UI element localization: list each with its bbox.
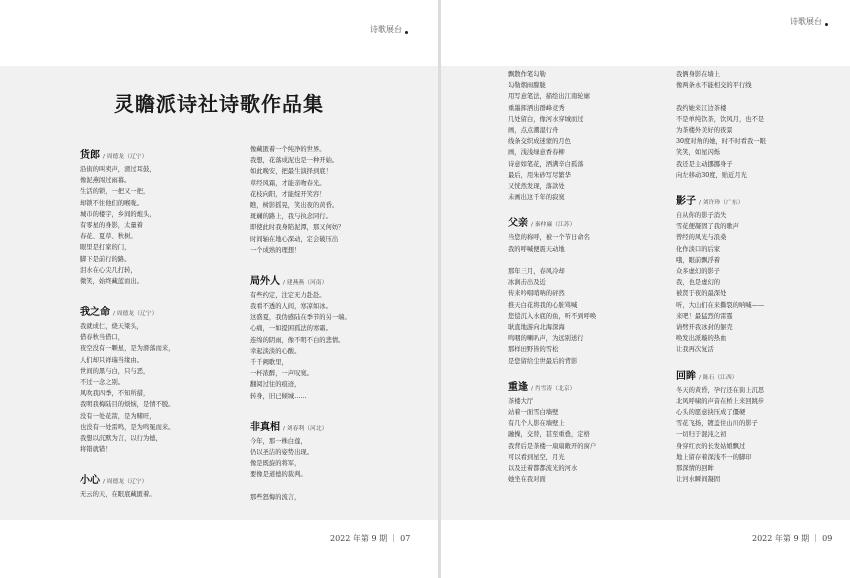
- poem-heading: [250, 272, 408, 286]
- poem-line: 像泥燕闯过雨幕。: [80, 177, 131, 185]
- poem-line: 被贤于夜的最深处: [676, 290, 727, 298]
- poem-line: 耿直地游向北海深海: [508, 323, 565, 331]
- poem-line: 自从你的影子消失: [676, 212, 727, 220]
- poem-title: 影子: [676, 196, 696, 208]
- poem-line: 我想，花落成泥也是一种开始。: [250, 157, 339, 165]
- poem-line: 千千阙歌里，: [250, 359, 288, 366]
- left-footer: 2022 年第 9 期 ｜ 07: [330, 534, 411, 543]
- poem-line: 雪花便凝固了我的歌声: [676, 223, 739, 231]
- poem-line: 幸起淡淡的心酸。: [250, 347, 301, 355]
- poem-line: 诗意如笔花，洒满辛白孤落: [508, 160, 584, 168]
- poem-line: 翻阅过往的痕迹，: [250, 381, 301, 389]
- spacer: [508, 367, 666, 378]
- poem-line: 北风呼啸的声音在桥上来回跳步: [676, 397, 765, 405]
- poem-line: 人们却只祥瑞当缘由。: [80, 356, 143, 364]
- poem-body: [80, 489, 238, 500]
- poem-line: 来吧！最猛烈的雷霆: [676, 312, 733, 320]
- poem-line: [676, 91, 834, 102]
- poem-heading: [508, 378, 666, 392]
- poem-line: 是您留给尘世最后的背影: [508, 357, 578, 365]
- page-title: 灵瞻派诗社诗歌作品集: [114, 92, 324, 116]
- poem-line: 泪水在心尖几打转，: [80, 266, 137, 274]
- spacer: [676, 181, 834, 192]
- poem-line: 勾勒烟雨朦胧: [508, 82, 546, 90]
- left-running-head-text: 诗歌展台: [370, 25, 402, 34]
- poem-line: 鸣咽的喇叭声，为远别送行: [508, 335, 584, 343]
- poem-heading: [676, 192, 834, 206]
- poem-heading: [508, 214, 666, 228]
- poem-line: 那样田野皆的雪松: [508, 346, 559, 354]
- poem-line: 仍以圣洁的姿势出现。: [250, 448, 313, 456]
- poem-title: 小心: [80, 475, 100, 487]
- spacer: [80, 455, 238, 471]
- poem-line: 我的呼喊便震天动地: [508, 245, 565, 253]
- poem-line: 曾经的风光与浪桑: [676, 234, 727, 242]
- poem-body: [676, 210, 834, 355]
- poem-author: / 肖雪涛（北京）: [531, 385, 576, 392]
- right-footer: 2022 年第 9 期 ｜ 09: [752, 534, 833, 543]
- poem-body: [250, 290, 408, 402]
- poem-line: 笑笑，如星闪烁: [676, 149, 721, 157]
- poem-line: 线条交织成迷蒙的月色: [508, 138, 571, 146]
- poem-heading: [250, 418, 408, 432]
- poem-body: [80, 164, 238, 287]
- poem-line: 没有一处花箭，是为赌旺，: [80, 412, 156, 420]
- left-column-1: [80, 146, 238, 501]
- poem-line: 像藏匿着一个纯净的世界。: [250, 146, 326, 153]
- spacer: [80, 287, 238, 303]
- poem-line: 她坐在我对面: [508, 476, 546, 484]
- poem-line: 几处留白，像河水穿城而过: [508, 115, 584, 123]
- page-gutter: [438, 0, 441, 578]
- poem-line: 那些怒悔的流言，: [250, 493, 301, 501]
- poem-line: 画，点点潮湿行舟: [508, 126, 559, 134]
- poem-line: 您偿沉入水底的鱼，听不到呼唤: [508, 312, 597, 320]
- poem-line: 心头的愿意抉压成了僵硬: [676, 409, 746, 417]
- poem-line: 为茶楼外美好的夜景: [676, 126, 733, 134]
- poem-body: [508, 396, 666, 486]
- poem-line: 这盛夏，我伪感陆在季节的另一端。: [250, 314, 351, 322]
- poem-line: 有零星的身影，太量着: [80, 221, 143, 229]
- poem-author: / 陈石（江西）: [699, 374, 738, 381]
- right-column-2: [676, 69, 834, 485]
- poem-line: 当您的称呼，被一个节日命名: [508, 234, 590, 242]
- poem-line: 又恍然发现，落款处: [508, 182, 565, 190]
- poem-line: 世间的黑与白，只与恶，: [80, 367, 150, 375]
- poem-line: 沿街的叫卖声，滑过耳鼓，: [80, 166, 156, 173]
- left-column-2: [250, 144, 408, 503]
- poem-line: 请劈开我冰封的躯壳: [676, 323, 733, 331]
- poem-line: 花枝向阳，才能绽开笑容！: [250, 190, 326, 198]
- spacer: [676, 356, 834, 367]
- spacer: [250, 256, 408, 272]
- poem-continuation: [250, 492, 408, 503]
- poem-author: / 周德龙（辽宁）: [113, 311, 158, 318]
- poem-author: / 周德龙（辽宁）: [103, 479, 148, 486]
- right-running-head-text: 诗歌展台: [790, 17, 822, 26]
- poem-line: 时间轴在地心深动，定会破压出: [250, 235, 339, 243]
- poem-line: 连绵的阴雨，像不明不白的悲情。: [250, 336, 345, 344]
- poem-title: 父亲: [508, 218, 528, 230]
- poem-line: 众多虚幻的影子: [676, 268, 721, 275]
- poem-line: 微笑，始终藏蓝而出。: [80, 277, 143, 285]
- left-running-head: [370, 24, 408, 35]
- poem-line: 哦，眼前飘浮着: [676, 256, 721, 264]
- poem-line: 冬天的黄昏，孕行还在街上沉思: [676, 386, 765, 394]
- poem-line: [508, 255, 666, 266]
- poem-line: 站着一面雪白墙壁: [508, 409, 559, 417]
- poem-line: 我还是主动挪挪身子: [676, 160, 733, 168]
- poem-line: 有些约定，注定无力赴赴。: [250, 291, 326, 299]
- poem-line: 一个成熟的理想！: [250, 246, 301, 254]
- spacer: [250, 481, 408, 492]
- poem-line: 重墨挥洒出群峰竞秀: [508, 104, 565, 112]
- poem-line: 可以看到星空，月光: [508, 453, 565, 461]
- poem-title: 货郎: [80, 150, 100, 161]
- poem-title: 重逢: [508, 381, 528, 393]
- spacer: [508, 203, 666, 214]
- poem-title: 局外人: [250, 275, 280, 287]
- poem-body: [508, 232, 666, 366]
- poem-line: 推天白花将我的心脏骂喊: [508, 301, 578, 309]
- poem-line: 最后，用朱砂写尽繁华: [508, 171, 571, 179]
- right-running-head: [790, 16, 828, 27]
- poem-line: 像是既旋的将军，: [250, 460, 301, 468]
- poem-line: 我看不透的人间，寒凉如冰。: [250, 303, 332, 311]
- poem-line: 融操，交替，甚至重叠，定格: [508, 431, 590, 439]
- right-column-1: [508, 69, 666, 485]
- poem-line: 传来吟唱哨呐的砰然: [508, 290, 565, 298]
- poem-heading: [676, 367, 834, 381]
- poem-line: 脚下是前行的路。: [80, 255, 131, 263]
- poem-line: 心痛，一如提困孤法的寒霜。: [250, 325, 332, 333]
- poem-line: 斑斓的路上，我与执念同行。: [250, 213, 332, 221]
- poem-line: 地上留存着深浅不一的脚印: [676, 453, 752, 461]
- bullet-dot-icon: [825, 23, 828, 26]
- poem-line: 即使此时我身陷泥潭，那又何妨？: [250, 224, 345, 232]
- poem-line: 让我再次复活: [676, 346, 714, 354]
- poem-line: 一杯浓醉，一声叹寞。: [250, 370, 313, 378]
- poem-heading: [80, 146, 238, 160]
- poem-line: 冰涧击出及近: [508, 279, 546, 287]
- poem-line: 我想以沉默为言，以行为德，: [80, 434, 162, 442]
- poem-line: 如此晚安，把最生演择到底！: [250, 168, 332, 176]
- poem-author: / 刘春利（河北）: [283, 425, 328, 432]
- spacer: [250, 402, 408, 418]
- poem-line: 风吹我四季，不知所措，: [80, 390, 150, 398]
- poem-author: / 刘许珍（广东）: [699, 200, 744, 207]
- bullet-dot-icon: [405, 31, 408, 34]
- poem-heading: [80, 303, 238, 317]
- poem-continuation: [676, 69, 834, 181]
- poem-body: [80, 321, 238, 455]
- poem-line: 眼里是打家的门，: [80, 244, 131, 252]
- poem-line: 飘散作笔勾勒: [508, 71, 546, 78]
- poem-line: 未画出这千年的寂寞: [508, 194, 565, 202]
- poem-line: 不过一念之别。: [80, 379, 125, 386]
- poem-title: 我之命: [80, 307, 110, 319]
- poem-line: 听，大山们在来撕裂的呐喊——: [676, 301, 765, 309]
- poem-line: 画，浅浅绿意香春柳: [508, 149, 565, 157]
- poem-line: 让河水瞬间凝固: [676, 476, 721, 484]
- poem-author: / 秦仲廉（江苏）: [531, 222, 576, 229]
- poem-line: 却锁不住他们的喉咙。: [80, 199, 143, 207]
- poem-continuation: [250, 144, 408, 256]
- poem-line: 30度对角的她，时不时看我一眼: [676, 138, 766, 146]
- poem-line: 那年三月，春风冷却: [508, 268, 565, 275]
- poem-line: 雪花飞扬，镀盖住山川的影子: [676, 420, 758, 428]
- poem-line: 我就成仁，烧天梁头，: [80, 323, 143, 331]
- poem-line: 茶楼大厅: [508, 397, 534, 405]
- poem-line: 有几个人影在墙壁上: [508, 420, 565, 428]
- poem-title: 回眸: [676, 370, 696, 382]
- poem-line: 夜空没有一颗星，是为滑落而来，: [80, 345, 175, 353]
- poem-line: 我约她来江边茶楼: [676, 104, 727, 112]
- poem-line: 我俩身影在墙上: [676, 71, 721, 78]
- poem-line: 唤发出派璇的热血: [676, 335, 727, 343]
- poem-line: 草经风霜，才能亲吻春光。: [250, 179, 326, 187]
- poem-body: [676, 385, 834, 486]
- poem-line: 身穿红衣的长发姑娘飘过: [676, 442, 746, 450]
- poem-line: 春花、夏草、秋树。: [80, 233, 137, 241]
- poem-line: 借春秋当借口，: [80, 334, 125, 342]
- poem-line: 今年，那一株白莲，: [250, 437, 307, 445]
- poem-line: 我背后是茶楼一扇扇敞开的窗户: [508, 442, 597, 450]
- poem-title: 非真相: [250, 421, 280, 433]
- poem-line: 像两条永不能相交的平行线: [676, 82, 752, 90]
- poem-line: 以及迁着都都流光的河水: [508, 465, 578, 472]
- poem-line: 将错就错！: [80, 446, 112, 454]
- poem-line: 瞧，树影摇晃，笑出夜的黄昏。: [250, 201, 339, 209]
- poem-line: 无云的天，在眼底藏匿着。: [80, 491, 156, 499]
- poem-body: [250, 436, 408, 481]
- poem-line: 要像是道德的裁判。: [250, 471, 307, 479]
- poem-line: 不是单纯饮茶，饮风月，也不是: [676, 115, 765, 123]
- poem-line: 我，也是虚幻的: [676, 279, 721, 287]
- poem-line: 生活的锁，一把又一把，: [80, 188, 150, 196]
- poem-line: 一切归于混沌之初: [676, 431, 727, 439]
- poem-line: 向左移动30度，贴近月光: [676, 171, 747, 179]
- poem-line: 城市的楼宇，乡间的炮头，: [80, 210, 156, 218]
- poem-continuation: [508, 69, 666, 203]
- poem-heading: [80, 471, 238, 485]
- poem-author: / 周德龙（辽宁）: [103, 154, 148, 160]
- poem-line: 化作淡口的后家: [676, 245, 721, 253]
- poem-line: 也没有一处雷鸣，是为鸣冤而来。: [80, 423, 175, 431]
- poem-line: 用写意笔法，描绘出江南轮廓: [508, 93, 590, 101]
- poem-author: / 建燕燕（河南）: [283, 279, 328, 286]
- poem-line: 我明我梅陆目的烦恼，是情不脱。: [80, 401, 175, 409]
- poem-line: 那深情的回眸: [676, 465, 714, 472]
- poem-line: 转身，旧已倾城……: [250, 392, 307, 400]
